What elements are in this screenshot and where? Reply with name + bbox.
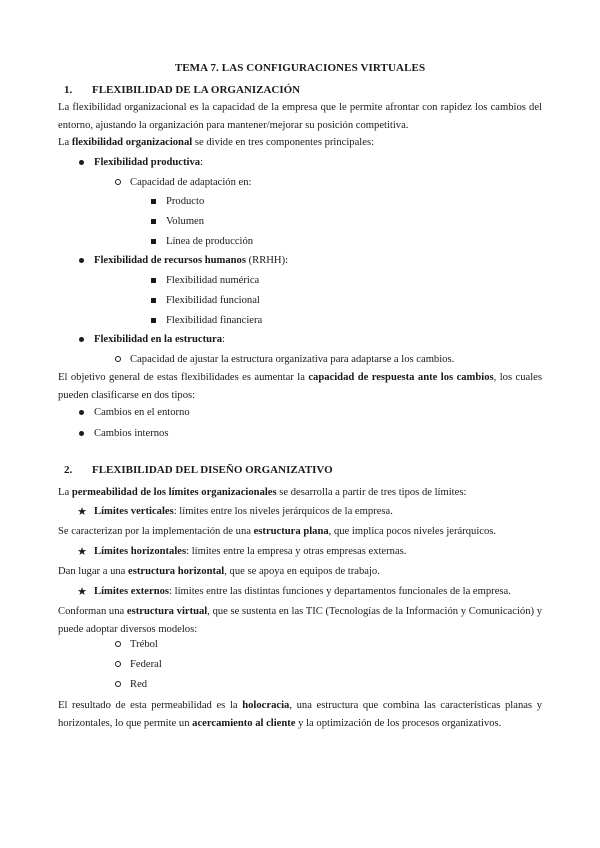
section-1-paragraph-1: La flexibilidad organizacional es la capacidad de la empresa que le permite afrontar con rapidez los cambios del entorno, ajustando la organización para mantener/mejorar su posición competitiva. <box>58 102 542 131</box>
section-1-number: 1. <box>64 84 73 96</box>
list-item-flexibilidad-rrhh: Flexibilidad de recursos humanos (RRHH): <box>94 255 289 266</box>
section-1-paragraph-2: La flexibilidad organizacional se divide en tres componentes principales: <box>58 137 375 148</box>
section-1-heading <box>58 84 300 96</box>
list-item-flexibilidad-productiva: Flexibilidad productiva: <box>94 157 204 168</box>
section-2-paragraph-externos: Conforman una estructura virtual, que se sustenta en las TIC (Tecnologías de la Información y Comunicación) y puede adoptar diversos modelos: <box>58 606 542 635</box>
list-item: Volumen <box>166 216 205 227</box>
term-permeabilidad: permeabilidad de los límites organizacionales <box>71 487 277 498</box>
section-1-paragraph-3: El objetivo general de estas flexibilidades es aumentar la capacidad de respuesta ante los cambios, los cuales pueden clasificarse en dos tipos: <box>58 372 543 401</box>
star-bullet-icon: ★ <box>77 546 87 558</box>
list-item: Flexibilidad financiera <box>166 315 263 326</box>
section-1-title: FLEXIBILIDAD DE LA ORGANIZACIÓN <box>92 84 301 96</box>
document-title: TEMA 7. LAS CONFIGURACIONES VIRTUALES <box>174 62 426 74</box>
term-capacidad-respuesta: capacidad de respuesta ante los cambios <box>308 372 494 383</box>
list-item: Red <box>130 679 148 690</box>
term-acercamiento-cliente: acercamiento al cliente <box>192 718 296 729</box>
list-item: Cambios internos <box>94 428 169 439</box>
list-item: Producto <box>166 196 205 207</box>
section-2-heading <box>58 464 333 476</box>
term-estructura-virtual: estructura virtual <box>126 606 208 617</box>
list-item-limites-horizontales: ★ Límites horizontales: límites entre la empresa y otras empresas externas. <box>77 546 407 558</box>
list-item-limites-externos: ★ Límites externos: límites entre las distintas funciones y departamentos funcionales de la empresa. <box>77 586 511 598</box>
term-flexibilidad-organizacional: flexibilidad organizacional <box>71 137 193 148</box>
section-2-paragraph-1: La permeabilidad de los límites organizacionales se desarrolla a partir de tres tipos de límites: <box>58 487 467 498</box>
section-2-paragraph-final: El resultado de esta permeabilidad es la holocracia, una estructura que combina las características planas y horizontales, lo que permite un acercamiento al cliente y la optimización de los procesos organizativos. <box>58 700 542 729</box>
list-item: Cambios en el entorno <box>94 407 190 418</box>
section-2-title: FLEXIBILIDAD DEL DISEÑO ORGANIZATIVO <box>92 464 333 476</box>
list-item-limites-verticales: ★ Límites verticales: límites entre los niveles jerárquicos de la empresa. <box>77 506 393 518</box>
list-item: Flexibilidad numérica <box>166 275 260 286</box>
list-item: Flexibilidad funcional <box>166 295 260 306</box>
list-item-capacidad-ajustar: Capacidad de ajustar la estructura organizativa para adaptarse a los cambios. <box>130 354 455 365</box>
term-holocracia: holocracia <box>242 700 290 711</box>
list-item: Línea de producción <box>166 236 254 247</box>
star-bullet-icon: ★ <box>77 506 87 518</box>
star-bullet-icon: ★ <box>77 586 87 598</box>
list-item: Trébol <box>130 639 158 650</box>
list-item-flexibilidad-estructura: Flexibilidad en la estructura: <box>94 334 225 345</box>
term-estructura-plana: estructura plana <box>253 526 329 537</box>
term-estructura-horizontal: estructura horizontal <box>128 566 225 577</box>
section-2-paragraph-horizontales: Dan lugar a una estructura horizontal, que se apoya en equipos de trabajo. <box>58 566 380 577</box>
list-item-capacidad-adaptacion: Capacidad de adaptación en: <box>130 177 252 188</box>
section-2-number: 2. <box>64 464 73 476</box>
section-2-paragraph-verticales: Se caracterizan por la implementación de una estructura plana, que implica pocos niveles jerárquicos. <box>58 526 497 537</box>
list-item: Federal <box>130 659 162 670</box>
